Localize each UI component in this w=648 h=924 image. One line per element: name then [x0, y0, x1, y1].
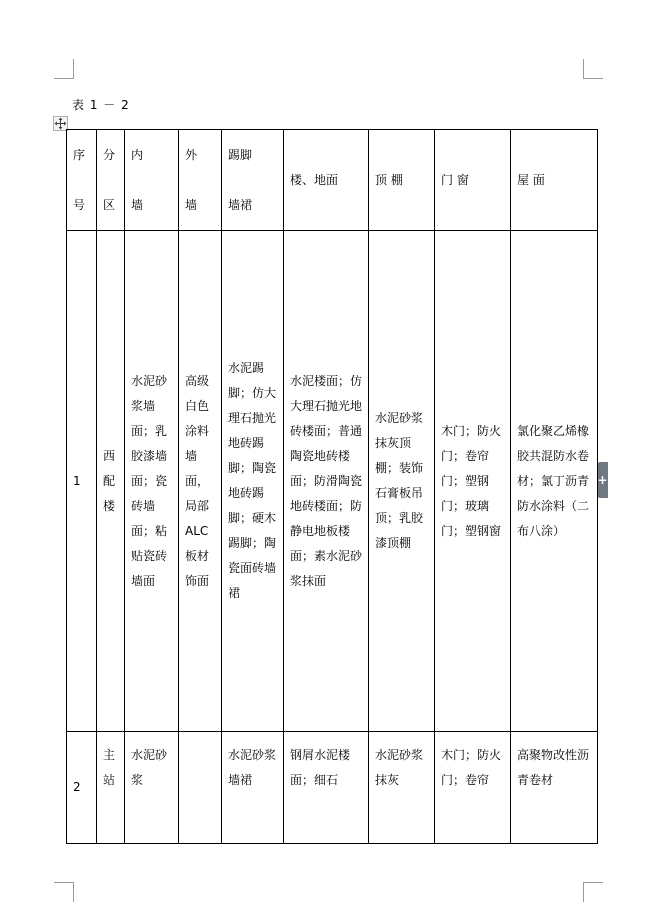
header-ceiling: 顶 棚 [369, 130, 435, 231]
cell-inner-wall: 水泥砂浆墙面；乳胶漆墙面；瓷砖墙面；粘贴瓷砖墙面 [125, 231, 179, 732]
cell-outer-wall [179, 732, 222, 844]
cell-inner-wall: 水泥砂浆 [125, 732, 179, 844]
header-inner-wall: 内 墙 [125, 130, 179, 231]
header-seq: 序 号 [67, 130, 97, 231]
cell-outer-wall: 高级白色涂料墙面，局部ALC板材饰面 [179, 231, 222, 732]
crop-mark-top-right [583, 59, 603, 79]
table-row [67, 231, 598, 732]
cell-zone: 主站 [97, 732, 125, 844]
header-doors: 门 窗 [435, 130, 511, 231]
cell-ceiling: 水泥砂浆抹灰顶棚；装饰石膏板吊顶；乳胶漆顶棚 [369, 231, 435, 732]
cell-skirting: 水泥砂浆墙裙 [222, 732, 284, 844]
cell-floor: 钢屑水泥楼面；细石 [284, 732, 369, 844]
spec-table [66, 129, 598, 844]
table-caption: 表 1 － 2 [72, 98, 130, 112]
crop-mark-bottom-right [583, 882, 603, 902]
cell-doors: 木门；防火门；卷帘 [435, 732, 511, 844]
cell-ceiling: 水泥砂浆抹灰 [369, 732, 435, 844]
side-expand-icon[interactable]: + [597, 462, 608, 498]
crop-mark-bottom-left [54, 882, 74, 902]
table-header-row [67, 130, 598, 231]
header-floor: 楼、地面 [284, 130, 369, 231]
cell-floor: 水泥楼面；仿大理石抛光地砖楼面；普通陶瓷地砖楼面；防滑陶瓷地砖楼面；防静电地板楼面；素水泥砂浆抹面 [284, 231, 369, 732]
cell-roof: 高聚物改性沥青卷材 [511, 732, 598, 844]
header-zone: 分 区 [97, 130, 125, 231]
cell-seq: 2 [67, 732, 97, 844]
cell-roof: 氯化聚乙烯橡胶共混防水卷材；氯丁沥青防水涂料（二布八涂） [511, 231, 598, 732]
cell-seq: 1 [67, 231, 97, 732]
header-outer-wall: 外 墙 [179, 130, 222, 231]
header-roof: 屋 面 [511, 130, 598, 231]
cell-doors: 木门；防火门；卷帘门；塑钢门；玻璃门；塑钢窗 [435, 231, 511, 732]
cell-zone: 西配楼 [97, 231, 125, 732]
table-row [67, 732, 598, 844]
crop-mark-top-left [54, 59, 74, 79]
cell-skirting: 水泥踢脚；仿大理石抛光地砖踢脚；陶瓷地砖踢脚；硬木踢脚；陶瓷面砖墙裙 [222, 231, 284, 732]
header-skirting: 踢脚 墙裙 [222, 130, 284, 231]
